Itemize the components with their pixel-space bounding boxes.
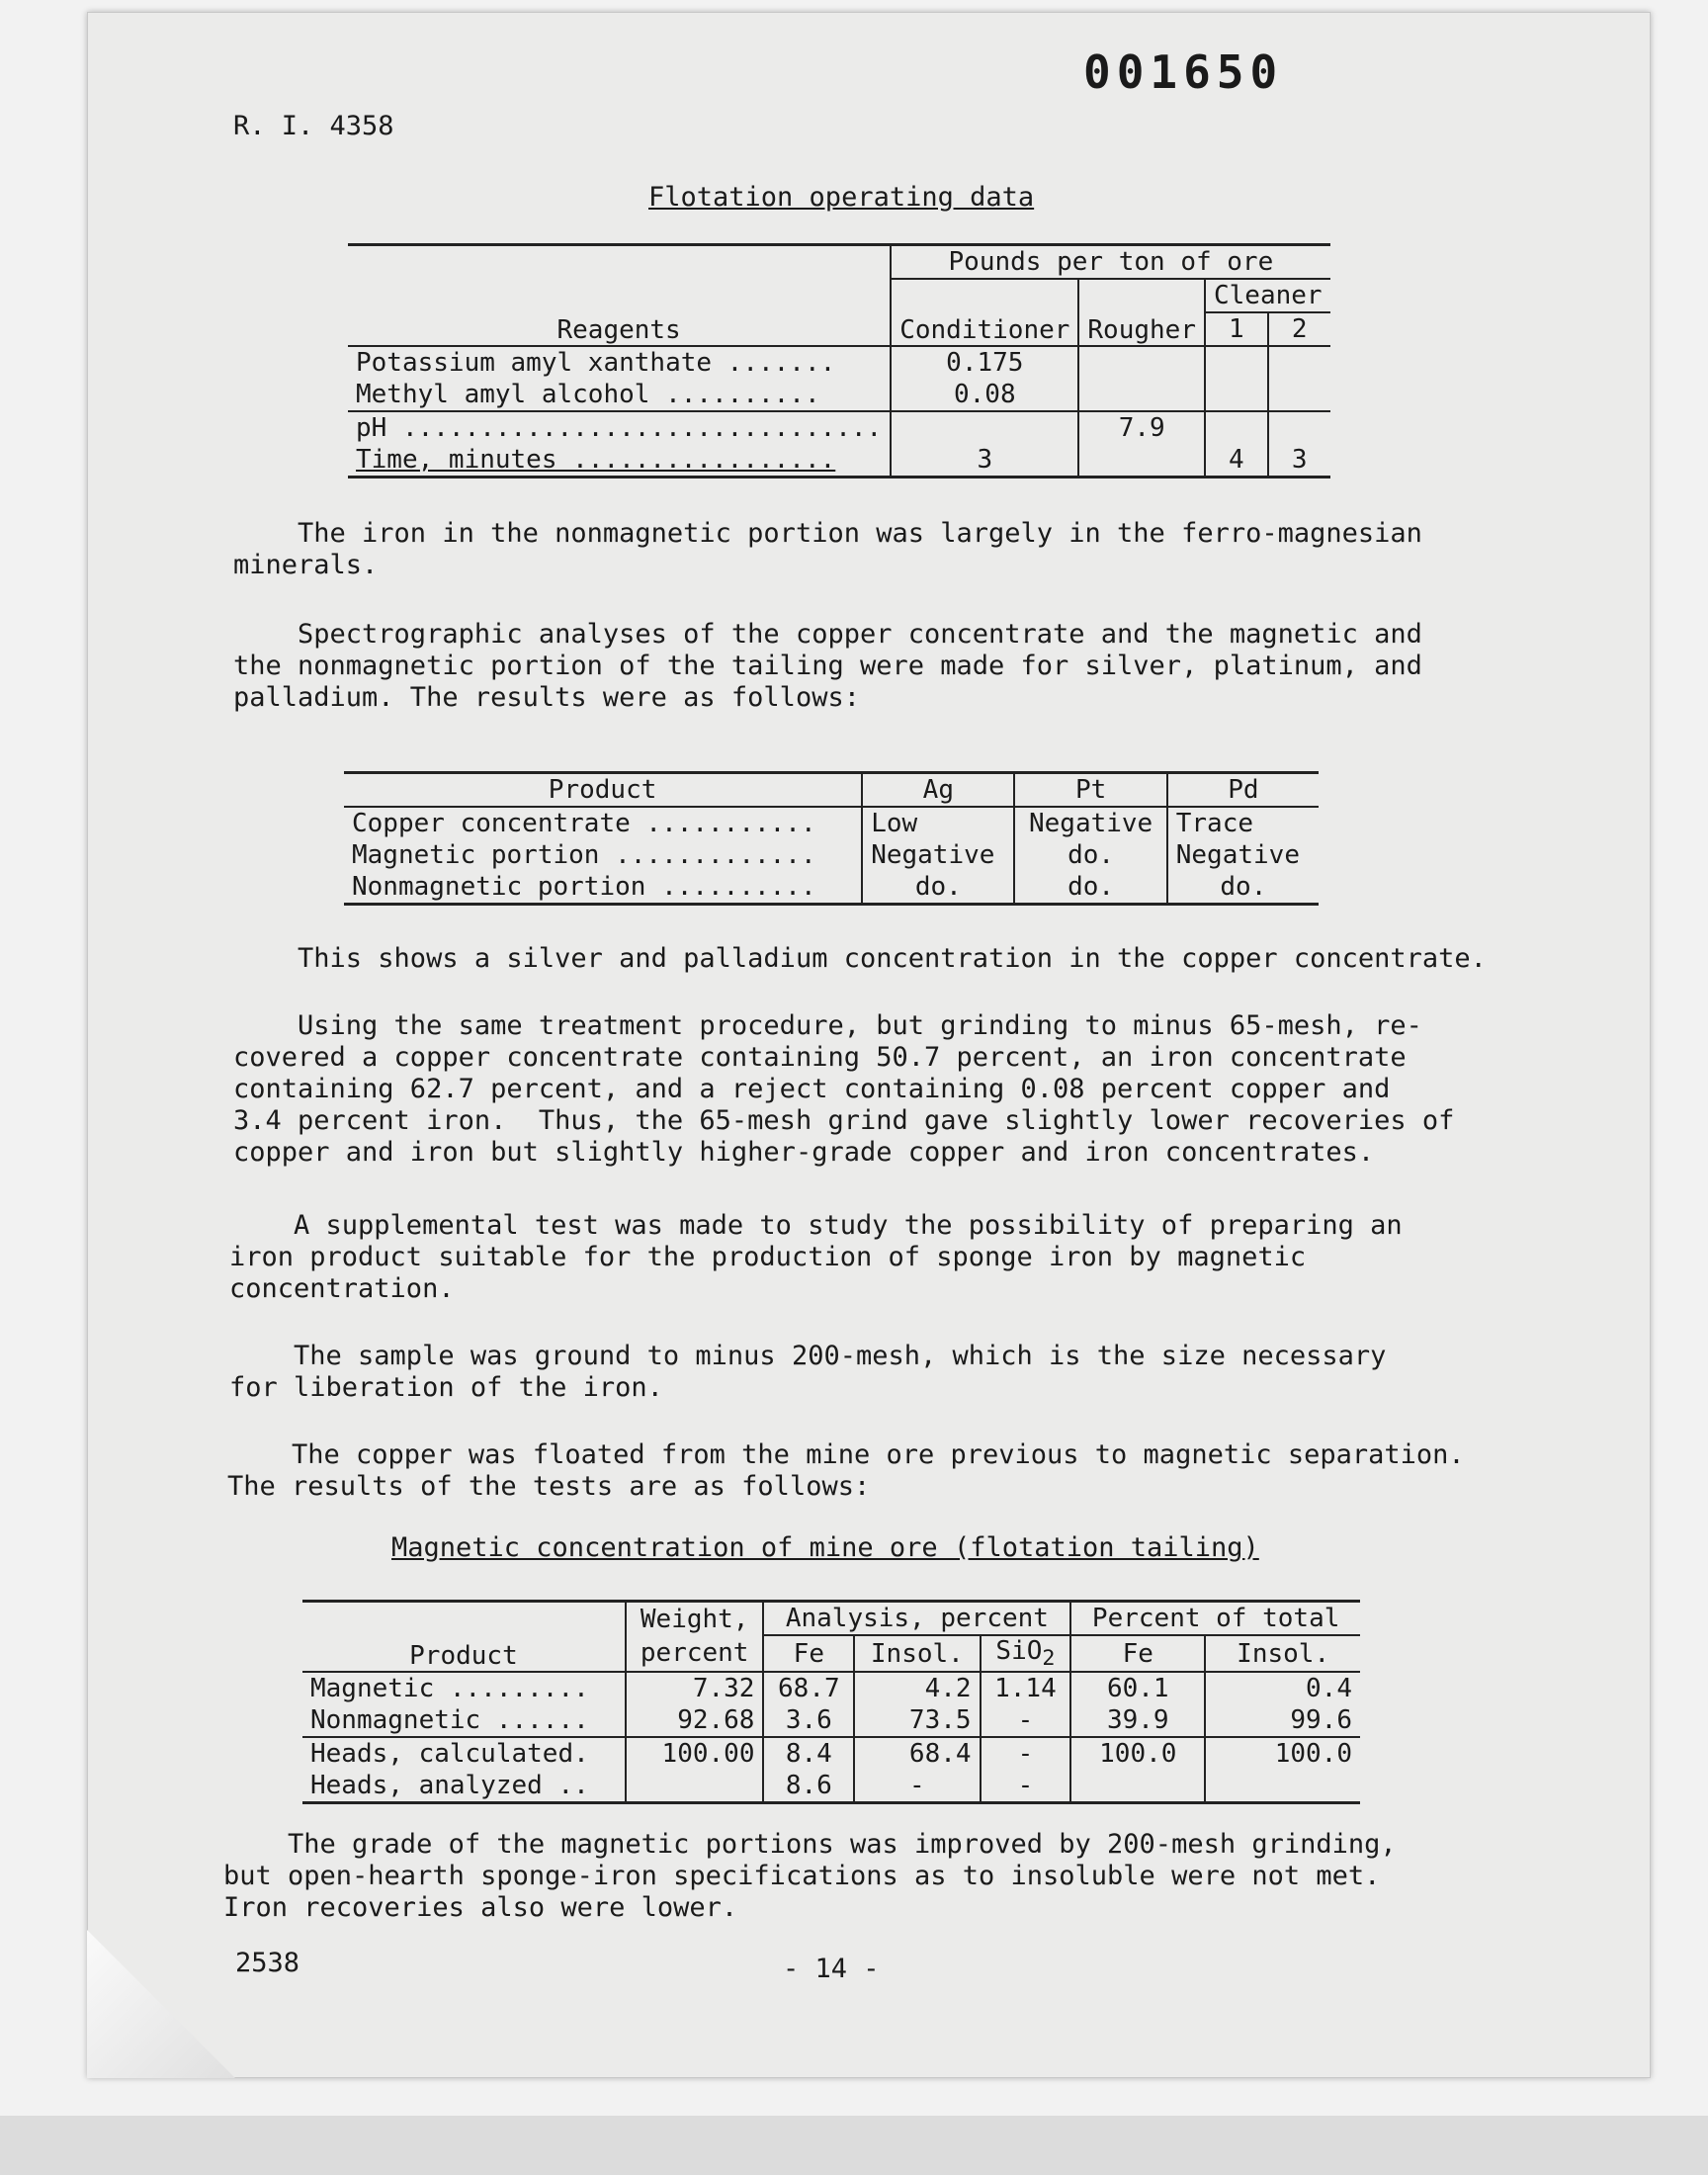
table-row [344, 839, 1319, 871]
col-insol: Insol. [854, 1635, 980, 1672]
row-label: Heads, analyzed .. [310, 1771, 589, 1801]
col-cleaner-2: 2 [1268, 312, 1330, 346]
spectrographic-table [344, 771, 1319, 906]
cell-fe: 3.6 [763, 1704, 854, 1737]
footer-number: 2538 [235, 1948, 300, 1978]
paragraph-3: This shows a silver and palladium concentration in the copper concentrate. [233, 943, 1487, 974]
cell-insol: 68.4 [854, 1737, 980, 1770]
cell-conditioner [891, 411, 1078, 444]
cell-weight: 100.00 [626, 1737, 764, 1770]
cell-total-fe: 100.0 [1070, 1737, 1205, 1770]
cell-ag: Low [862, 807, 1014, 839]
cell-pt: do. [1014, 839, 1166, 871]
row-label: Time, minutes ................. [356, 445, 836, 475]
col-percent-of-total: Percent of total [1070, 1602, 1360, 1636]
col-product: Product [302, 1602, 626, 1673]
cell-cleaner-1 [1205, 411, 1268, 444]
sio2-subscript: 2 [1042, 1646, 1056, 1672]
cell-insol: 4.2 [854, 1672, 980, 1704]
cell-rougher [1078, 444, 1205, 478]
cell-rougher: 7.9 [1078, 411, 1205, 444]
cell-ag: do. [862, 871, 1014, 905]
col-pounds-per-ton: Pounds per ton of ore [891, 245, 1329, 280]
cell-conditioner: 0.175 [891, 346, 1078, 379]
row-label: Nonmagnetic portion .......... [352, 872, 816, 902]
col-pd: Pd [1167, 773, 1319, 808]
cell-cleaner-2 [1268, 379, 1330, 411]
table1-title: Flotation operating data [648, 182, 1035, 213]
table-row [348, 411, 1330, 444]
table-row [344, 807, 1319, 839]
cell-sio2: - [981, 1704, 1071, 1737]
paragraph-7: The copper was floated from the mine ore previous to magnetic separation. The results of the tests are as follows: [227, 1439, 1465, 1502]
col-cleaner-1: 1 [1205, 312, 1268, 346]
document-stamp-number: 001650 [1083, 45, 1284, 99]
cell-fe: 68.7 [763, 1672, 854, 1704]
cell-rougher [1078, 379, 1205, 411]
cell-total-insol: 99.6 [1205, 1704, 1360, 1737]
row-label: pH ............................... [356, 413, 883, 443]
cell-sio2: 1.14 [981, 1672, 1071, 1704]
paragraph-5: A supplemental test was made to study the possibility of preparing an iron product suitable for the production of sponge iron by magnetic concentration. [229, 1210, 1403, 1304]
cell-rougher [1078, 346, 1205, 379]
cell-ag: Negative [862, 839, 1014, 871]
cell-insol: 73.5 [854, 1704, 980, 1737]
table3-title: Magnetic concentration of mine ore (flotation tailing) [391, 1532, 1259, 1563]
cell-pt: Negative [1014, 807, 1166, 839]
row-label: Methyl amyl alcohol .......... [356, 380, 820, 409]
col-analysis-percent: Analysis, percent [763, 1602, 1070, 1636]
table-row [302, 1704, 1360, 1737]
magnetic-concentration-table [302, 1600, 1360, 1804]
cell-pt: do. [1014, 871, 1166, 905]
page-number: - 14 - [783, 1954, 880, 1984]
cell-fe: 8.6 [763, 1770, 854, 1803]
cell-sio2: - [981, 1770, 1071, 1803]
col-weight-percent: percent [626, 1635, 764, 1672]
cell-pd: Negative [1167, 839, 1319, 871]
row-label: Potassium amyl xanthate ....... [356, 348, 836, 378]
col-product: Product [344, 773, 862, 808]
cell-total-fe: 60.1 [1070, 1672, 1205, 1704]
cell-conditioner: 0.08 [891, 379, 1078, 411]
cell-total-insol: 100.0 [1205, 1737, 1360, 1770]
cell-cleaner-2 [1268, 346, 1330, 379]
table-row [302, 1770, 1360, 1803]
cell-sio2: - [981, 1737, 1071, 1770]
row-label: Magnetic ......... [310, 1674, 589, 1704]
paragraph-1: The iron in the nonmagnetic portion was largely in the ferro-magnesian minerals. [233, 518, 1422, 580]
flotation-table [348, 243, 1330, 478]
cell-total-insol [1205, 1770, 1360, 1803]
paragraph-8: The grade of the magnetic portions was improved by 200-mesh grinding, but open-hearth sponge-iron specifications as to insoluble were not met. Iron recoveries also were lower. [223, 1829, 1397, 1923]
cell-pd: Trace [1167, 807, 1319, 839]
col-pt: Pt [1014, 773, 1166, 808]
col-rougher: Rougher [1078, 279, 1205, 346]
cell-weight: 92.68 [626, 1704, 764, 1737]
col-conditioner: Conditioner [891, 279, 1078, 346]
table-row [348, 444, 1330, 478]
col-ag: Ag [862, 773, 1014, 808]
row-label: Nonmagnetic ...... [310, 1705, 589, 1736]
cell-cleaner-1 [1205, 346, 1268, 379]
table-row [348, 346, 1330, 379]
report-id: R. I. 4358 [233, 111, 394, 141]
row-label: Copper concentrate ........... [352, 809, 816, 838]
cell-cleaner-1 [1205, 379, 1268, 411]
cell-cleaner-1: 4 [1205, 444, 1268, 478]
col-cleaner: Cleaner [1205, 279, 1330, 312]
sio2-label: SiO [995, 1636, 1043, 1666]
cell-cleaner-2: 3 [1268, 444, 1330, 478]
paragraph-6: The sample was ground to minus 200-mesh, which is the size necessary for liberation of the iron. [229, 1341, 1387, 1403]
cell-weight: 7.32 [626, 1672, 764, 1704]
cell-conditioner: 3 [891, 444, 1078, 478]
col-sio2 [981, 1635, 1071, 1672]
cell-insol: - [854, 1770, 980, 1803]
col-reagents: Reagents [348, 245, 891, 347]
cell-cleaner-2 [1268, 411, 1330, 444]
table-row [348, 379, 1330, 411]
cell-total-fe [1070, 1770, 1205, 1803]
table-row [302, 1672, 1360, 1704]
cell-pd: do. [1167, 871, 1319, 905]
paragraph-2: Spectrographic analyses of the copper concentrate and the magnetic and the nonmagnetic portion of the tailing were made for silver, platinum, and palladium. The results were as follows: [233, 619, 1422, 713]
cell-total-fe: 39.9 [1070, 1704, 1205, 1737]
table-row [344, 871, 1319, 905]
col-total-fe: Fe [1070, 1635, 1205, 1672]
table-row [302, 1737, 1360, 1770]
scanner-bar [0, 2116, 1708, 2175]
cell-weight [626, 1770, 764, 1803]
cell-fe: 8.4 [763, 1737, 854, 1770]
paragraph-4: Using the same treatment procedure, but grinding to minus 65-mesh, re- covered a copper concentrate containing 50.7 percent, an iron concentrate containing 62.7 percent, and a reject containing 0.08 percent copper and 3.4 percent iron. Thus, the 65-mesh grind gave slightly lower recoveries of copper and iron but slightly higher-grade copper and iron concentrates. [233, 1010, 1455, 1168]
row-label: Heads, calculated. [310, 1739, 589, 1770]
row-label: Magnetic portion ............. [352, 840, 816, 870]
col-weight: Weight, [626, 1602, 764, 1636]
cell-total-insol: 0.4 [1205, 1672, 1360, 1704]
col-total-insol: Insol. [1205, 1635, 1360, 1672]
col-fe: Fe [763, 1635, 854, 1672]
